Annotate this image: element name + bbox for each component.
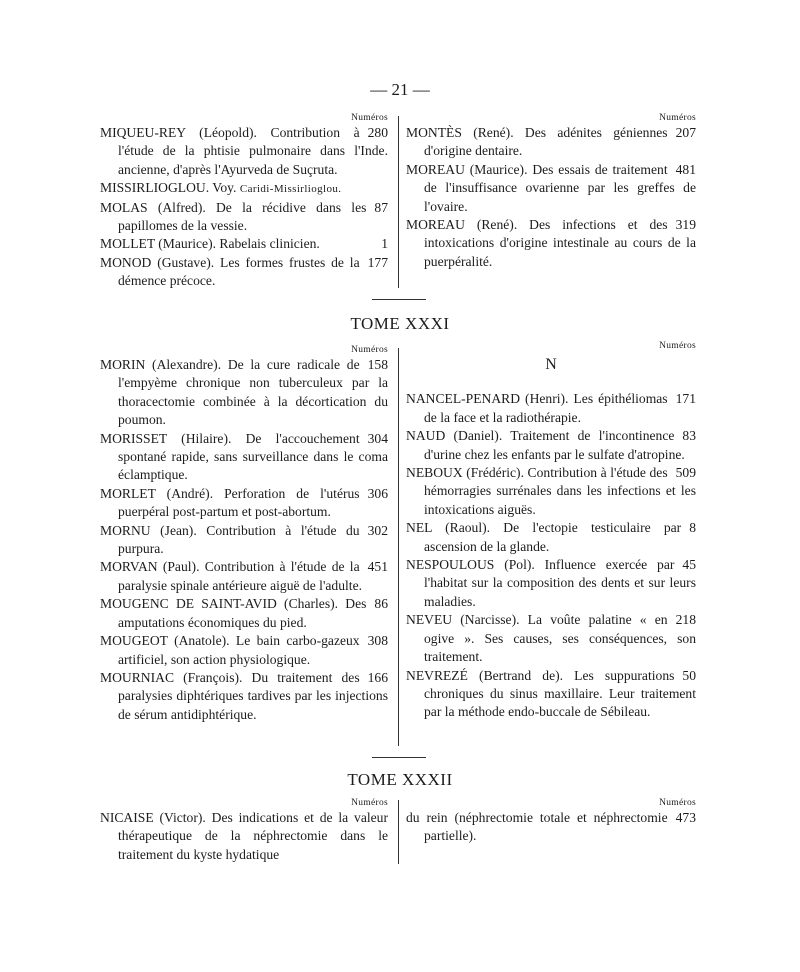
index-entry bbox=[100, 595, 388, 632]
entry-text: NEVEU (Narcisse). La voûte palatine « en ogive ». Ses causes, ses conséquences, son traitement. bbox=[406, 612, 696, 665]
column-divider bbox=[398, 116, 399, 288]
entry-number: 218 bbox=[675, 612, 696, 628]
index-entry bbox=[406, 464, 696, 519]
numeros-label: Numéros bbox=[659, 798, 696, 808]
page-number: — 21 — bbox=[370, 80, 430, 99]
entry-text: du rein (néphrectomie totale et néphrectomie partielle). bbox=[406, 810, 668, 844]
entry-number: 473 bbox=[675, 810, 696, 825]
index-entry bbox=[100, 179, 388, 198]
entry-text: NANCEL-PENARD (Henri). Les épithéliomas de la face et la radiothérapie. bbox=[406, 391, 668, 425]
entry-text: NEVREZÉ (Bertrand de). Les suppurations chroniques du sinus maxillaire. Leur traitement par la méthode endo-buccale de Sébileau. bbox=[406, 667, 696, 720]
entry-number: 207 bbox=[675, 125, 696, 140]
section-divider bbox=[372, 757, 426, 758]
index-entry bbox=[100, 199, 388, 236]
numeros-label: Numéros bbox=[351, 113, 388, 123]
entry-number: 451 bbox=[367, 559, 388, 575]
tome-31-right-column bbox=[406, 340, 696, 722]
entry-text: NEL (Raoul). De l'ectopie testiculaire par ascension de la glande. bbox=[406, 520, 682, 554]
index-entry bbox=[100, 254, 388, 291]
index-entry bbox=[406, 124, 696, 161]
numeros-label: Numéros bbox=[659, 341, 696, 351]
entry-number: 280 bbox=[367, 125, 388, 140]
entry-number: 83 bbox=[682, 428, 696, 444]
numeros-label: Numéros bbox=[351, 345, 388, 355]
entry-number: 50 bbox=[682, 667, 696, 683]
numeros-label: Numéros bbox=[659, 113, 696, 123]
entry-text: MORNU (Jean). Contribution à l'étude du purpura. bbox=[100, 522, 360, 557]
entry-text: NICAISE (Victor). Des indications et de la valeur thérapeutique de la néphrectomie dans le traitement du kyste hydatique bbox=[100, 810, 388, 862]
index-entry bbox=[406, 390, 696, 427]
tome-32-right-column bbox=[406, 797, 696, 846]
entry-text: NAUD (Daniel). Traitement de l'incontinence d'urine chez les enfants par le sulfate d'atropine. bbox=[406, 428, 685, 462]
entry-text: MISSIRLIOGLOU. Voy. bbox=[100, 180, 240, 196]
index-entry bbox=[100, 356, 388, 430]
entry-number: 509 bbox=[675, 465, 696, 481]
entry-text: MONTÈS (René). Des adénites géniennes d'origine dentaire. bbox=[406, 125, 668, 159]
index-entry bbox=[406, 216, 696, 271]
entry-reference: Caridi-Missirlioglou. bbox=[239, 183, 342, 196]
entry-text: MORISSET (Hilaire). De l'accouchement spontané rapide, sans surveillance dans le coma éclamptique. bbox=[100, 430, 388, 483]
entry-number: 481 bbox=[675, 161, 696, 177]
entry-number: 171 bbox=[675, 391, 696, 407]
index-entry bbox=[100, 558, 388, 595]
entry-text: MORIN (Alexandre). De la cure radicale de l'empyème chronique non tuberculeux par la thoracectomie combinée à la décortication du poumon. bbox=[100, 357, 388, 428]
entry-number: 306 bbox=[367, 485, 388, 501]
entry-text: MORVAN (Paul). Contribution à l'étude de la paralysie spinale antérieure aiguë de l'adulte. bbox=[100, 559, 363, 593]
entry-text: MOURNIAC (François). Du traitement des paralysies diphtériques tardives par les injections de sérum antidiphtérique. bbox=[100, 669, 388, 722]
section1-right-column bbox=[406, 112, 696, 271]
entry-text: MIQUEU-REY (Léopold). Contribution à l'étude de la phtisie pulmonaire dans l'Inde. ancienne, d'après l'Ayurveda de Suçruta. bbox=[100, 125, 388, 177]
entry-text: NEBOUX (Frédéric). Contribution à l'étude des hémorragies surrénales dans les infections et les intoxications aiguës. bbox=[406, 465, 696, 517]
section1-left-column bbox=[100, 112, 388, 291]
index-entry bbox=[100, 235, 388, 253]
entry-number: 45 bbox=[682, 557, 696, 573]
entry-text: MOREAU (René). Des infections et des intoxications d'origine intestinale au cours de la puerpéralité. bbox=[406, 217, 696, 269]
entry-number: 8 bbox=[689, 520, 696, 536]
entry-text: MOUGEOT (Anatole). Le bain carbo-gazeux artificiel, son action physiologique. bbox=[100, 633, 360, 667]
index-entry bbox=[100, 669, 388, 724]
index-entry bbox=[100, 124, 388, 179]
entry-number: 302 bbox=[367, 522, 388, 538]
index-entry bbox=[100, 809, 388, 864]
tome-32-left-column bbox=[100, 797, 388, 864]
numeros-label: Numéros bbox=[351, 798, 388, 808]
entry-text: MONOD (Gustave). Les formes frustes de la démence précoce. bbox=[100, 254, 360, 289]
index-entry bbox=[406, 556, 696, 611]
entry-number: 86 bbox=[374, 596, 388, 612]
section-divider bbox=[372, 299, 426, 300]
entry-text: MOUGENC DE SAINT-AVID (Charles). Des amputations économiques du pied. bbox=[100, 596, 367, 630]
tome-32-title: TOME XXXII bbox=[347, 770, 453, 789]
index-entry bbox=[100, 632, 388, 669]
entry-number: 308 bbox=[367, 633, 388, 649]
entry-number: 166 bbox=[367, 669, 388, 685]
letter-heading: N bbox=[545, 356, 557, 373]
index-entry bbox=[406, 161, 696, 216]
tome-31-left-column bbox=[100, 344, 388, 724]
index-entry bbox=[406, 809, 696, 846]
index-entry bbox=[406, 667, 696, 722]
index-entry bbox=[100, 430, 388, 485]
entry-text: MOLAS (Alfred). De la récidive dans les papillomes de la vessie. bbox=[100, 199, 367, 234]
entry-text: NESPOULOUS (Pol). Influence exercée par l'habitat sur la composition des dents et sur leurs maladies. bbox=[406, 557, 696, 609]
entry-number: 304 bbox=[367, 430, 388, 446]
index-entry bbox=[406, 427, 696, 464]
entry-number: 158 bbox=[367, 357, 388, 372]
entry-number: 177 bbox=[367, 254, 388, 270]
entry-number: 1 bbox=[381, 236, 388, 252]
column-divider bbox=[398, 348, 399, 746]
entry-text: MOREAU (Maurice). Des essais de traitement de l'insuffisance ovarienne par les greffes de l'ovaire. bbox=[406, 161, 696, 214]
index-entry bbox=[406, 611, 696, 666]
tome-31-title: TOME XXXI bbox=[350, 314, 450, 333]
entry-text: MOLLET (Maurice). Rabelais clinicien. bbox=[100, 236, 320, 252]
index-entry bbox=[406, 519, 696, 556]
index-entry bbox=[100, 522, 388, 559]
entry-text: MORLET (André). Perforation de l'utérus puerpéral post-partum et post-abortum. bbox=[100, 485, 360, 520]
entry-number: 87 bbox=[374, 199, 388, 215]
entry-number: 319 bbox=[675, 217, 696, 233]
column-divider bbox=[398, 800, 399, 864]
index-entry bbox=[100, 485, 388, 522]
